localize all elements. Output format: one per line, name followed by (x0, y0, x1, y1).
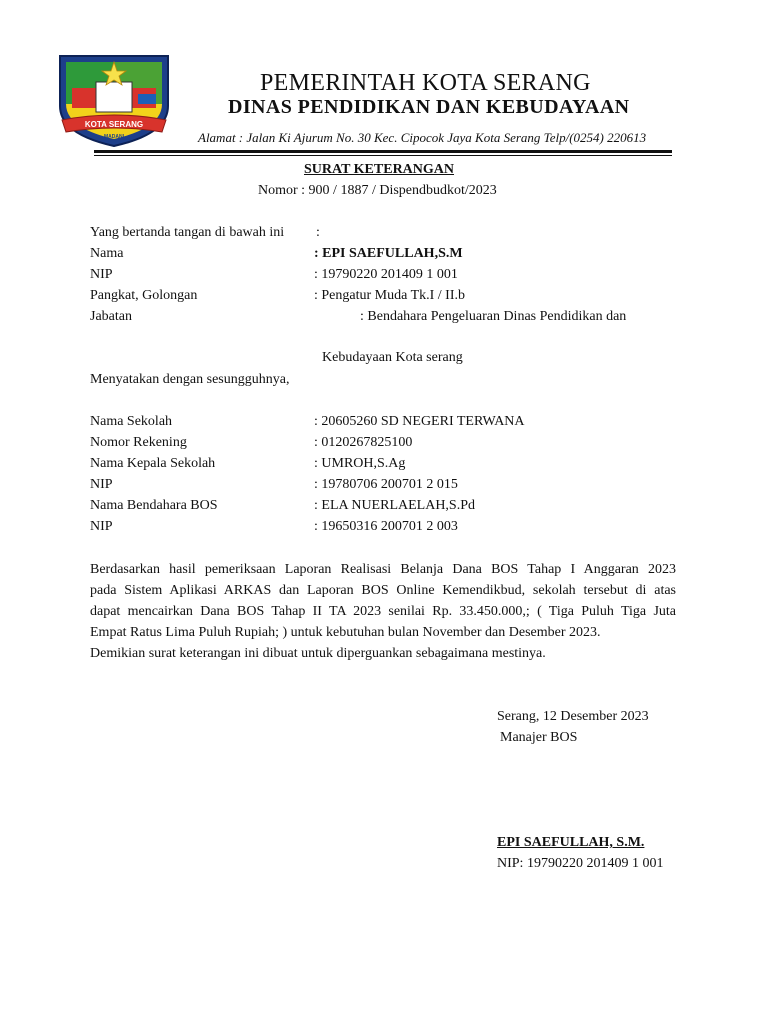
signatory-intro: Yang bertanda tangan di bawah ini (90, 225, 285, 240)
field-label-nip-kepala: NIP (90, 477, 113, 492)
field-value-nip-kepala: : 19780706 200701 2 015 (314, 477, 458, 492)
field-label-bendahara: Nama Bendahara BOS (90, 498, 218, 513)
field-value-jabatan: : Bendahara Pengeluaran Dinas Pendidikan dan (360, 309, 627, 324)
field-value-jabatan-cont: Kebudayaan Kota serang (322, 350, 463, 365)
department-title: DINAS PENDIDIKAN DAN KEBUDAYAAN (228, 96, 630, 118)
header-rule-thick (94, 150, 672, 153)
field-label-pangkat: Pangkat, Golongan (90, 288, 198, 303)
field-value-kepala-sekolah: : UMROH,S.Ag (314, 456, 406, 471)
field-label-nip-bendahara: NIP (90, 519, 113, 534)
body-line: Berdasarkan hasil pemeriksaan Laporan Realisasi Belanja Dana BOS Tahap I Anggaran 2023 (90, 562, 676, 577)
body-paragraph (90, 559, 676, 664)
field-value-bendahara: : ELA NUERLAELAH,S.Pd (314, 498, 475, 513)
logo-text: KOTA SERANG (84, 120, 144, 129)
kota-serang-emblem (52, 48, 176, 148)
field-label-nama-sekolah: Nama Sekolah (90, 414, 173, 429)
signatory-intro-colon: : (316, 225, 320, 240)
field-value-nama: : EPI SAEFULLAH,S.M (314, 246, 463, 261)
field-label-nama: Nama (90, 246, 124, 261)
body-line: dapat mencairkan Dana BOS Tahap II TA 2023 senilai Rp. 33.450.000,; ( Tiga Puluh Tiga Juta (90, 604, 676, 619)
signature-nip: NIP: 19790220 201409 1 001 (497, 856, 664, 871)
body-line: pada Sistem Aplikasi ARKAS dan Laporan BOS Online Kemendikbud, sekolah tersebut di atas (90, 583, 676, 598)
field-value-pangkat: : Pengatur Muda Tk.I / II.b (314, 288, 465, 303)
signature-position: Manajer BOS (500, 730, 578, 745)
field-value-nomor-rekening: : 0120267825100 (314, 435, 413, 450)
letter-title: SURAT KETERANGAN (304, 162, 455, 177)
field-value-nama-sekolah: : 20605260 SD NEGERI TERWANA (314, 414, 525, 429)
signature-name: EPI SAEFULLAH, S.M. (497, 835, 645, 850)
header-rule-thin (94, 155, 672, 156)
field-label-kepala-sekolah: Nama Kepala Sekolah (90, 456, 216, 471)
logo-subtext: MADANI (104, 134, 124, 140)
letter-number: Nomor : 900 / 1887 / Dispendbudkot/2023 (258, 183, 497, 198)
body-line: Empat Ratus Lima Puluh Rupiah; ) untuk kebutuhan bulan November dan Desember 2023. (90, 625, 601, 640)
government-title: PEMERINTAH KOTA SERANG (260, 70, 591, 96)
field-label-jabatan: Jabatan (90, 309, 132, 324)
signature-place-date: Serang, 12 Desember 2023 (497, 709, 649, 724)
field-value-nip-bendahara: : 19650316 200701 2 003 (314, 519, 458, 534)
address-line: Alamat : Jalan Ki Ajurum No. 30 Kec. Cipocok Jaya Kota Serang Telp/(0254) 220613 (198, 130, 647, 145)
declaration-text: Menyatakan dengan sesungguhnya, (90, 372, 290, 387)
field-label-nip: NIP (90, 267, 113, 282)
body-line: Demikian surat keterangan ini dibuat untuk diperguankan sebagaimana mestinya. (90, 646, 546, 661)
field-value-nip: : 19790220 201409 1 001 (314, 267, 458, 282)
field-label-nomor-rekening: Nomor Rekening (90, 435, 187, 450)
